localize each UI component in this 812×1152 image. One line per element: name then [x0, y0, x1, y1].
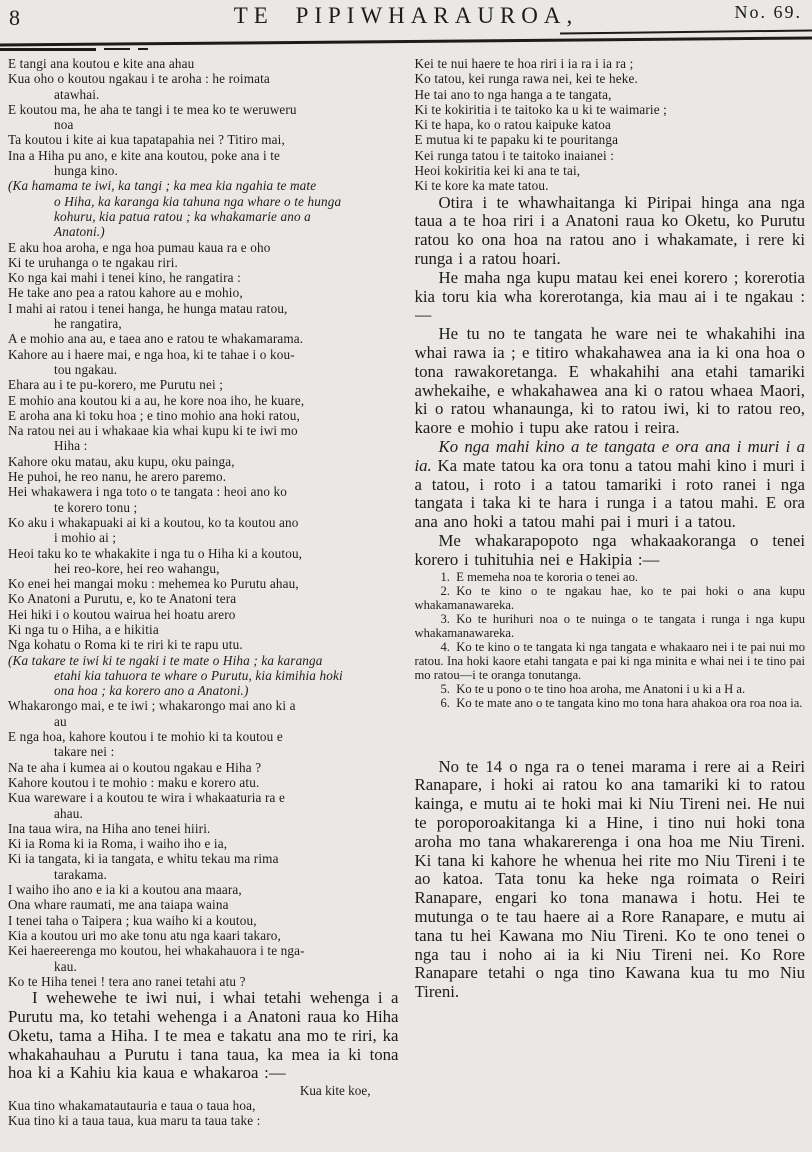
- page-number: 8: [9, 5, 20, 30]
- page-header: [0, 0, 812, 54]
- verse-line: ona hoa ; ka korero ano a Anatoni.): [54, 683, 249, 699]
- verse-line: Nga kohatu o Roma ki te riri ki te rapu utu.: [8, 637, 243, 653]
- verse-line: Kua tino ki a taua taua, kua maru ta taua take :: [8, 1113, 261, 1129]
- verse-line: Kia a koutou uri mo ake tonu atu nga kaari takaro,: [8, 927, 281, 943]
- verse-line: Kahore au i haere mai, e nga hoa, ki te tahae i o kou-: [8, 346, 295, 362]
- verse-line: Ki ia tangata, ki ia tangata, e whitu tekau ma rima: [8, 851, 279, 867]
- verse-line: E aroha ana ki toku hoa ; e tino mohio ana hoki ratou,: [8, 407, 300, 423]
- verse-line: Ta koutou i kite ai kua tapatapahia nei ? Titiro mai,: [8, 132, 285, 148]
- verse-line: kohuru, kia patua ratou ; ka whakamarie ano a: [54, 208, 311, 224]
- numbered-list-item: 5. Ko te u pono o te tino hoa aroha, me Anatoni i u ki a H a.: [440, 681, 746, 696]
- verse-line: E mohio ana koutou ki a au, he kore noa iho, he kuare,: [8, 392, 305, 408]
- verse-line: takare nei :: [54, 744, 115, 760]
- header-rule-fragment: [138, 48, 148, 50]
- verse-line: Ko aku i whakapuaki ai ki a koutou, ko ta koutou ano: [8, 514, 299, 530]
- verse-line: Ina a Hiha pu ano, e kite ana koutou, poke ana i te: [8, 147, 281, 163]
- verse-line: Ko tatou, kei runga rawa nei, kei te heke.: [414, 71, 638, 87]
- verse-line: tou ngakau.: [54, 361, 118, 377]
- verse-line: noa: [54, 117, 74, 133]
- prose-block: [415, 194, 806, 570]
- issue-underline-rule: [560, 29, 812, 34]
- verse-block: [8, 56, 399, 989]
- verse-line: hunga kino.: [54, 163, 118, 179]
- numbered-list-item: 6. Ko te mate ano o te tangata kino mo tona hara ahakoa ora roa noa ia.: [440, 695, 803, 710]
- verse-line: Ki te kore ka mate tatou.: [414, 178, 549, 194]
- verse-line: Kua oho o koutou ngakau i te aroha : he roimata: [8, 71, 270, 87]
- page-title: TE PIPIWHARAUROA,: [233, 3, 579, 28]
- verse-attribution: Kua kite koe,: [299, 1083, 371, 1099]
- verse-line: Ko te Hiha tenei ! tera ano ranei tetahi atu ?: [8, 973, 246, 989]
- verse-block: [8, 1098, 399, 1129]
- verse-line: (Ka takare te iwi ki te ngaki i te mate o Hiha ; ka karanga: [8, 652, 323, 668]
- page-body: [0, 54, 812, 1150]
- verse-line: kau.: [54, 958, 77, 974]
- verse-line: Heoi kokiritia kei ki ana te tai,: [414, 163, 581, 179]
- verse-line: te korero tonu ;: [54, 499, 138, 515]
- verse-line: Hei hiki i o koutou wairua hei hoatu arero: [8, 606, 236, 622]
- numbered-list: [415, 570, 806, 710]
- issue-number: No. 69.: [734, 2, 802, 22]
- verse-line: I waiho iho ano e ia ki a koutou ana maara,: [8, 882, 242, 898]
- verse-line: au: [54, 713, 67, 729]
- prose-paragraph: Otira i te whawhaitanga ki Piripai hinga ana nga taua a te hoa riri i a Anatoni raua ko Oketu, ko Purutu ratou ko ona hoa na ratou ano i whakamate, i rere ki runga i a ratou hoari.: [414, 192, 805, 269]
- verse-line: E aku hoa aroha, e nga hoa pumau kaua ra e oho: [8, 239, 271, 255]
- verse-line: Kua wareware i a koutou te wira i whakaaturia ra e: [8, 790, 285, 806]
- prose-paragraph: Ko nga mahi kino a te tangata e ora ana i muri i a ia. Ka mate tatou ka ora tonu a tatou mahi kino i muri i a tatou, i roto i a tatou tamariki i roto ranei i nga tangata i taka ki te hara i runga i a tatou mahi. E ora ana ano hoki a tatou mahi pai i muri i a tatou.: [414, 437, 805, 532]
- verse-line: Ki te uruhanga o te ngakau riri.: [8, 254, 178, 270]
- verse-line: Kei haereerenga mo koutou, hei whakahauora i te nga-: [8, 943, 305, 959]
- prose-paragraph: He tu no te tangata he ware nei te whakahihi ina whai rawa ia ; e titiro whakahawea ana ia ki ona hoa o tona rawakoretanga. E whakahihi ana etahi tamariki awhekaihe, e whakahawea ana ki o ratou whaea Maori, ki o ratou whanaunga, ki to ratou iwi, ki to ratou reo, kaore e mohio i tupu ake ratou i reira.: [414, 324, 805, 438]
- prose-paragraph: He maha nga kupu matau kei enei korero ; korerotia kia toru kia wha korerotanga, kia mau ai i te ngakau :—: [414, 267, 805, 325]
- verse-line: Kahore koutou i te mohio : maku e korero atu.: [8, 774, 260, 790]
- verse-line: Kei runga tatou i te taitoko inaianei :: [414, 147, 615, 163]
- verse-line: Heoi taku ko te whakakite i nga tu o Hiha ki a koutou,: [8, 545, 303, 561]
- verse-line: E nga hoa, kahore koutou i te mohio ki ta koutou e: [8, 729, 283, 745]
- final-paragraph: No te 14 o nga ra o tenei marama i rere ai a Reiri Ranapare, i hoki ai ratou ko ana tamariki ki to ratou kainga, e mutu ai te hoki mai ki Niu Tireni nei. He nui te poroporoakitanga ki a Hine, i tino nui hoki tona aroha mo tana whakarerenga i ona hoa me Niu Tireni. Ki tana ki kahore he whenua hei rite mo Niu Tireni i te ao katoa. Tata tonu ka heke nga roimata o Reiri Ranapare, engari ko tona manawa i hotu. Hei te mutunga o te tau haere ai a Rore Ranapare, e mutu ai tana tu hei Kawana mo Niu Tireni. Ko te ono tenei o nga tau i noho ai ia ki Niu Tireni nei. Ko Rore Ranapare tetahi o nga tino Kawana kua tu mo Niu Tireni.: [414, 756, 805, 1002]
- verse-line: Kei te nui haere te hoa riri i ia ra i ia ra ;: [414, 56, 634, 71]
- verse-line: E tangi ana koutou e kite ana ahau: [8, 56, 195, 71]
- verse-line: He tai ano to nga hanga a te tangata,: [414, 86, 612, 102]
- header-rule-fragment: [0, 48, 96, 51]
- verse-line: He take ano pea a ratou kahore au e mohio,: [8, 285, 243, 301]
- verse-line: Anatoni.): [54, 224, 105, 240]
- verse-line: atawhai.: [54, 86, 100, 102]
- verse-line: Ona whare raumati, me ana taiapa waina: [8, 897, 229, 913]
- verse-line: hei reo-kore, hei reo wahangu,: [54, 560, 220, 576]
- verse-line: Kua tino whakamatautauria e taua o taua hoa,: [8, 1098, 256, 1114]
- verse-line: Ko nga kai mahi i tenei kino, he rangatira :: [8, 270, 241, 286]
- numbered-list-item: 3. Ko te hurihuri noa o te nuinga o te tangata i runga i nga kupu whakamanawareka.: [414, 611, 805, 640]
- verse-block: [415, 56, 806, 194]
- verse-line: I mahi ai ratou i tenei hanga, he hunga matau ratou,: [8, 300, 288, 316]
- left-column: [8, 56, 399, 1150]
- verse-line: Ina taua wira, na Hiha ano tenei hiiri.: [8, 820, 211, 836]
- verse-line: Ki nga tu o Hiha, a e hikitia: [8, 621, 159, 637]
- verse-line: Whakarongo mai, e te iwi ; whakarongo mai ano ki a: [8, 698, 296, 714]
- verse-line: Hiha :: [54, 438, 88, 454]
- verse-line: i mohio ai ;: [54, 530, 117, 546]
- verse-line: Kahore oku matau, aku kupu, oku painga,: [8, 453, 235, 469]
- verse-line: o Hiha, ka karanga kia tahuna nga whare o te hunga: [54, 193, 342, 209]
- italic-lead: Ko nga mahi kino a te tangata e ora ana i muri i a ia.: [414, 437, 805, 475]
- verse-line: Ko Anatoni a Purutu, e, ko te Anatoni tera: [8, 591, 237, 607]
- verse-line: Na te aha i kumea ai o koutou ngakau e Hiha ?: [8, 759, 262, 775]
- verse-line: Ki te kokiritia i te taitoko ka u ki te waimarie ;: [414, 101, 667, 117]
- prose-paragraph: I wehewehe te iwi nui, i whai tetahi wehenga i a Purutu ma, ko tetahi wehenga i a Anatoni raua ko Hiha Oketu, tama a Hiha. I te mea e takatu ana mo te riri, ka whakahauhau a Purutu i tana taua, ka mea ia ki tona hoa ki a Kahiu kia kaua e whakaroa :—: [8, 988, 399, 1083]
- verse-line: Na ratou nei au i whakaae kia whai kupu ki te iwi mo: [8, 423, 298, 439]
- verse-line: tarakama.: [54, 866, 107, 882]
- verse-line: He puhoi, he reo nanu, he arero paremo.: [8, 469, 227, 485]
- header-rule-fragment: [104, 48, 130, 50]
- numbered-list-item: 4. Ko te kino o te tangata ki nga tangata e whakaaro nei i te pai nui mo ratou. Ina hoki kaore etahi tangata e pai ki nga minita e whai nei i te tino pai mo ratou—i te oranga tonutanga.: [414, 639, 805, 682]
- verse-line: Ki te hapa, ko o ratou kaipuke katoa: [414, 117, 612, 133]
- verse-line: I tenei taha o Taipera ; kua waiho ki a koutou,: [8, 912, 257, 928]
- verse-line: etahi kia tahuora te whare o Purutu, kia kimihia hoki: [54, 667, 343, 683]
- verse-line: Ko enei hei mangai moku : mehemea ko Purutu ahau,: [8, 576, 299, 592]
- header-rule: [0, 36, 812, 46]
- verse-line: E koutou ma, he aha te tangi i te mea ko te weruweru: [8, 101, 297, 117]
- verse-line: Ehara au i te pu-korero, me Purutu nei ;: [8, 377, 224, 393]
- verse-line: (Ka hamama te iwi, ka tangi ; ka mea kia ngahia te mate: [8, 178, 317, 194]
- verse-line: he rangatira,: [54, 316, 122, 332]
- prose-paragraph: Me whakarapopoto nga whakaakoranga o tenei korero i tuhituhia nei e Hakipia :—: [414, 531, 805, 569]
- verse-line: ahau.: [54, 805, 83, 821]
- verse-line: Ki ia Roma ki ia Roma, i waiho iho e ia,: [8, 836, 228, 852]
- right-column: [415, 56, 806, 1150]
- verse-line: E mutua ki te papaku ki te pouritanga: [414, 132, 619, 148]
- numbered-list-item: 1. E memeha noa te kororia o tenei ao.: [440, 569, 639, 584]
- numbered-list-item: 2. Ko te kino o te ngakau hae, ko te pai hoki o ana kupu whakamanawareka.: [414, 583, 805, 612]
- verse-line: Hei whakawera i nga toto o te tangata : heoi ano ko: [8, 484, 287, 500]
- verse-line: A e mohio ana au, e taea ano e ratou te whakamarama.: [8, 331, 304, 347]
